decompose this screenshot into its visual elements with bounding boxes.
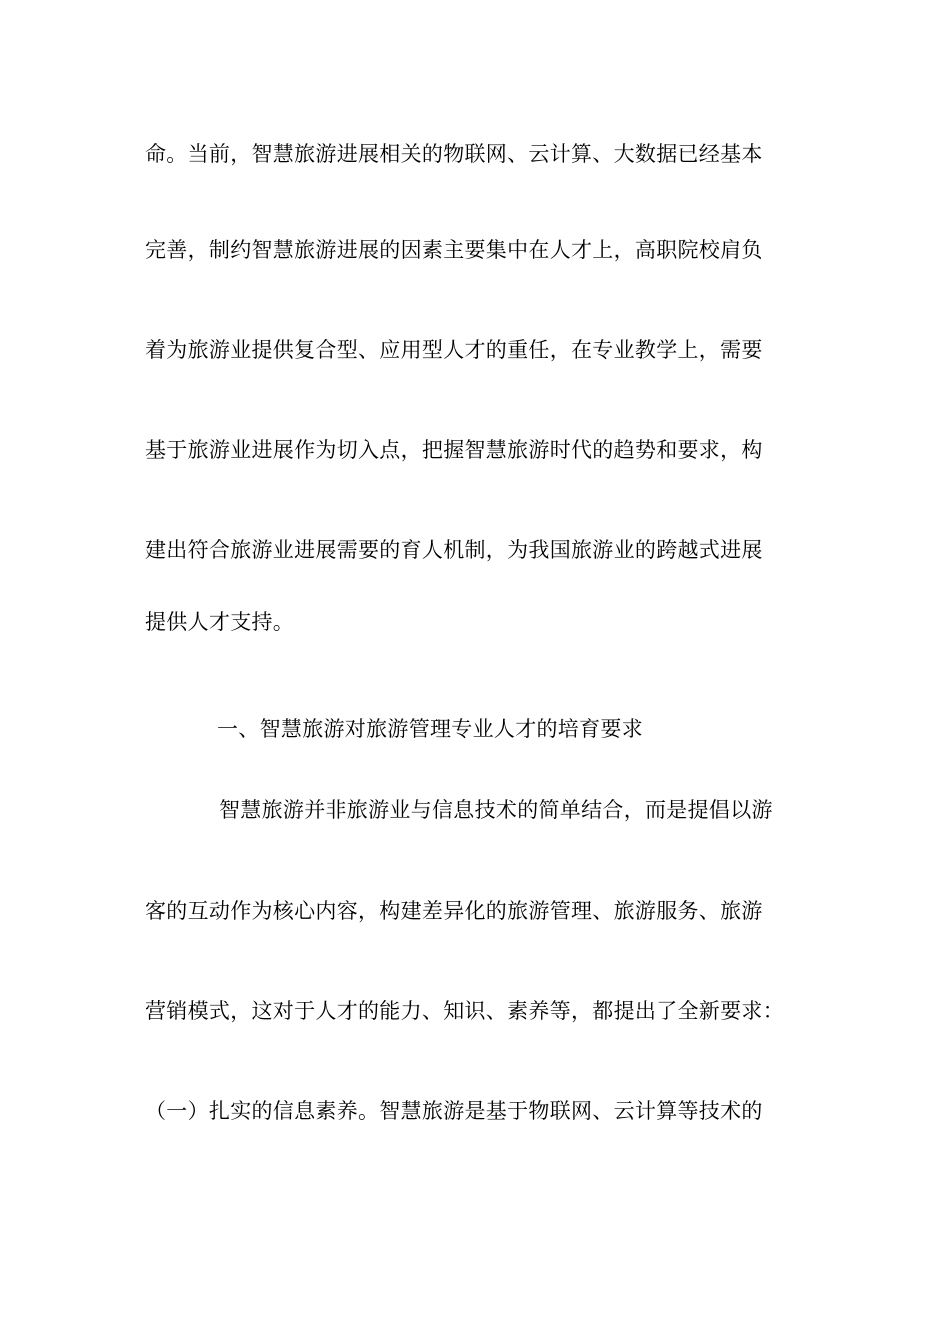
text-line-3: 着为旅游业提供复合型、应用型人才的重任，在专业教学上，需要 <box>145 338 763 362</box>
text-line-1: 命。当前，智慧旅游进展相关的物联网、云计算、大数据已经基本 <box>145 142 763 166</box>
subheading-line: （一）扎实的信息素养。智慧旅游是基于物联网、云计算等技术的 <box>145 1099 763 1123</box>
para2-line-3: 营销模式，这对于人才的能力、知识、素养等，都提出了全新要求： <box>145 999 784 1023</box>
text-line-5: 建出符合旅游业进展需要的育人机制，为我国旅游业的跨越式进展 <box>145 538 763 562</box>
para2-line-2: 客的互动作为核心内容，构建差异化的旅游管理、旅游服务、旅游 <box>145 899 763 923</box>
text-line-6: 提供人才支持。 <box>145 610 295 634</box>
para2-line-1: 智慧旅游并非旅游业与信息技术的简单结合，而是提倡以游 <box>219 798 773 822</box>
section-heading: 一、智慧旅游对旅游管理专业人才的培育要求 <box>217 717 643 741</box>
text-line-4: 基于旅游业进展作为切入点，把握智慧旅游时代的趋势和要求，构 <box>145 438 763 462</box>
text-line-2: 完善，制约智慧旅游进展的因素主要集中在人才上，高职院校肩负 <box>145 238 763 262</box>
